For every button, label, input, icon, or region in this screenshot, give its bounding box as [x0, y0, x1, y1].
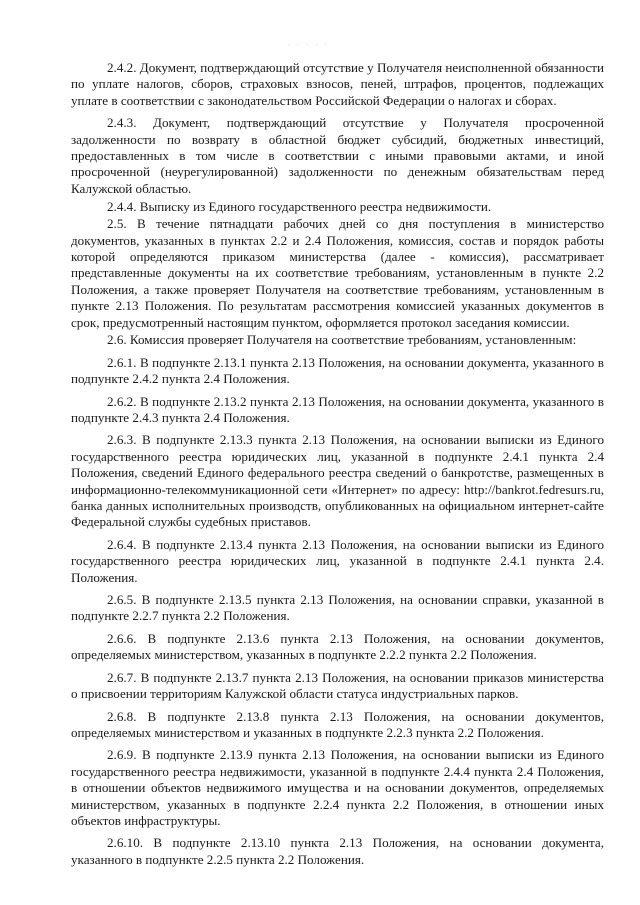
paragraph-2-4-3: 2.4.3. Документ, подтверждающий отсутствие у Получателя просроченной задолженности по возврату в областной бюджет субсидий, бюджетных инвестиций, предоставленных в том числе в соответствии с иными правовыми актами, и иной просроченной (неурегулированной) задолженности по денежным обязательствам перед Калужской областью.: [71, 115, 604, 196]
paragraph-2-6-6: 2.6.6. В подпункте 2.13.6 пункта 2.13 Положения, на основании документов, определяемых министерством, указанных в подпункте 2.2.2 пункта 2.2 Положения.: [71, 630, 604, 663]
paragraph-2-6-9: 2.6.9. В подпункте 2.13.9 пункта 2.13 Положения, на основании выписки из Единого государственного реестра недвижимости, указанной в подпункте 2.4.4 пункта 2.4 Положения, в отношении объектов недвижимого имущества и на основании документов, определяемых министерством, указанных в подпункте 2.2.4 пункта 2.2 Положения, в отношении иных объектов инфраструктуры.: [71, 747, 604, 828]
document-body: [71, 60, 604, 869]
paragraph-2-6-4: 2.6.4. В подпункте 2.13.4 пункта 2.13 Положения, на основании выписки из Единого государственного реестра юридических лиц, указанной в подпункте 2.4.1 пункта 2.4. Положения.: [71, 536, 604, 585]
paragraph-2-4-4: 2.4.4. Выписку из Единого государственного реестра недвижимости.: [107, 198, 492, 214]
paragraph-2-6-10: 2.6.10. В подпункте 2.13.10 пункта 2.13 Положения, на основании документа, указанного в подпункте 2.2.5 пункта 2.2 Положения.: [71, 835, 604, 867]
paragraph-2-6-1: 2.6.1. В подпункте 2.13.1 пункта 2.13 Положения, на основании документа, указанного в подпункте 2.4.2 пункта 2.4 Положения.: [71, 354, 604, 387]
paragraph-2-6-5: 2.6.5. В подпункте 2.13.5 пункта 2.13 Положения, на основании справки, указанной в подпункте 2.2.7 пункта 2.2 Положения.: [71, 592, 604, 624]
paragraph-2-6-7: 2.6.7. В подпункте 2.13.7 пункта 2.13 Положения, на основании приказов министерства о присвоении территориям Калужской области статуса индустриальных парков.: [71, 669, 604, 702]
paragraph-2-6-2: 2.6.2. В подпункте 2.13.2 пункта 2.13 Положения, на основании документа, указанного в подпункте 2.4.3 пункта 2.4 Положения.: [71, 393, 604, 426]
scan-artifact-mark: · · · · ·: [288, 42, 330, 48]
paragraph-2-6: 2.6. Комиссия проверяет Получателя на соответствие требованиям, установленным:: [107, 332, 577, 348]
paragraph-2-5: 2.5. В течение пятнадцати рабочих дней со дня поступления в министерство документов, указанных в пунктах 2.2 и 2.4 Положения, комиссия, состав и порядок работы которой определяются приказом министерства (далее - комиссия), рассматривает представленные документы на их соответствие требованиям, установленным в пункте 2.2 Положения, а также проверяет Получателя на соответствие требованиям, установленным в пункте 2.13 Положения. По результатам рассмотрения комиссией указанных документов в срок, предусмотренный настоящим пунктом, оформляется протокол заседания комиссии.: [71, 216, 604, 330]
paragraph-2-4-2: 2.4.2. Документ, подтверждающий отсутствие у Получателя неисполненной обязанности по уплате налогов, сборов, страховых взносов, пеней, штрафов, процентов, подлежащих уплате в соответствии с законодательством Российской Федерации о налогах и сборах.: [71, 60, 604, 108]
paragraph-2-6-8: 2.6.8. В подпункте 2.13.8 пункта 2.13 Положения, на основании документов, определяемых министерством и указанных в подпункте 2.2.3 пункта 2.2 Положения.: [71, 708, 604, 740]
paragraph-2-6-3: 2.6.3. В подпункте 2.13.3 пункта 2.13 Положения, на основании выписки из Единого государственного реестра юридических лиц, указанной в подпункте 2.4.1 пункта 2.4 Положения, сведений Единого федерального реестра сведений о банкротстве, размещенных в информационно-телекоммуникационной сети «Интернет» по адресу: http://bankrot.fedresurs.ru, банка данных исполнительных производств, опубликованных на официальном интернет-сайте Федеральной службы судебных приставов.: [71, 432, 604, 530]
